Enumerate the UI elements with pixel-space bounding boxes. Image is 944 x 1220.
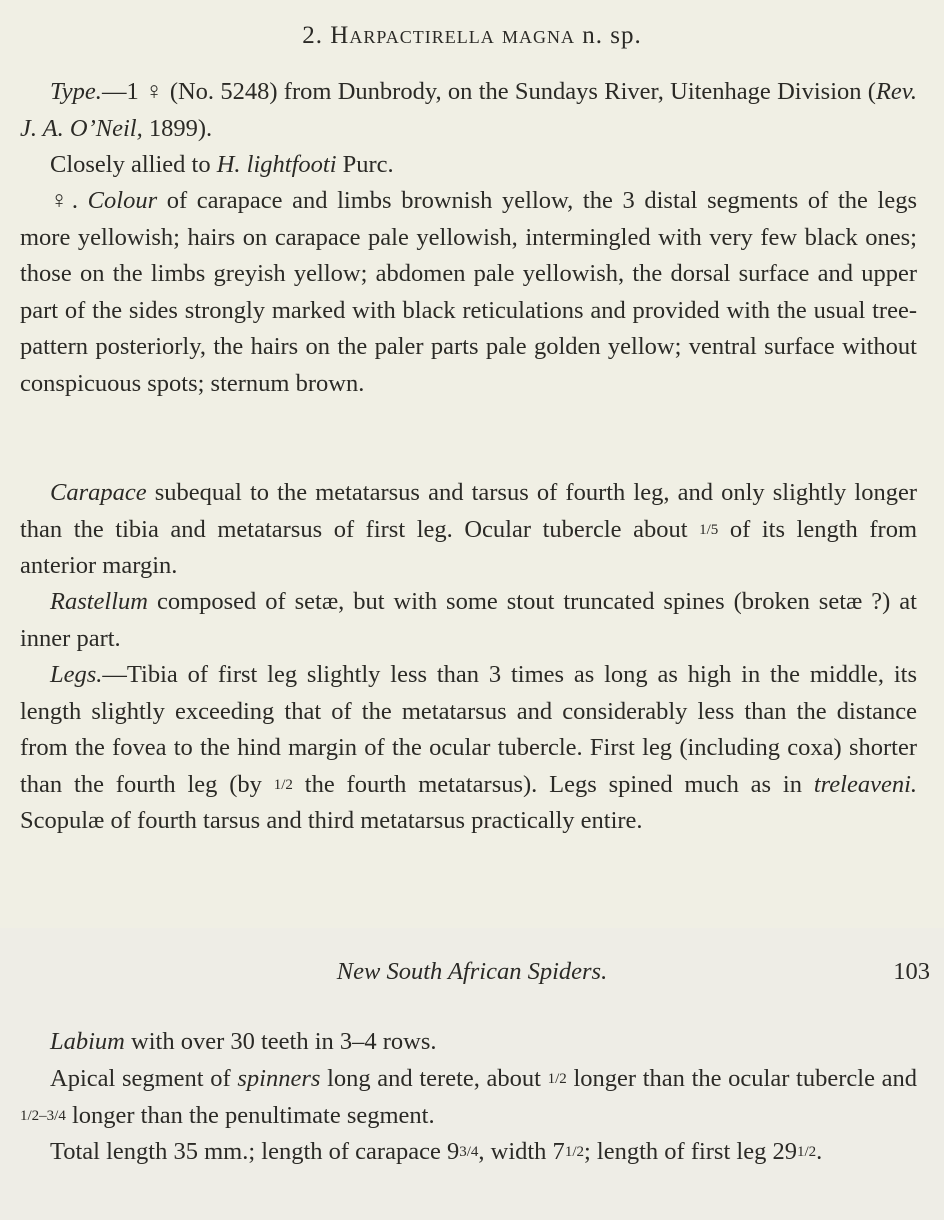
spinners-label: spinners: [237, 1065, 321, 1092]
carapace-text-end: of its length from anterior margin.: [20, 515, 918, 579]
rastellum-paragraph: [20, 584, 917, 657]
legs-text-mid: the fourth metatarsus). Legs spined much as in: [292, 770, 814, 798]
total-length-paragraph: [20, 1134, 917, 1171]
carapace-fraction: 1/5: [699, 521, 719, 538]
colour-paragraph: [20, 183, 917, 402]
heading-number: 2.: [302, 22, 324, 49]
labium-label: Labium: [50, 1028, 125, 1055]
total-text-3: ; length of first leg 29: [583, 1138, 797, 1165]
carapace-text: subequal to the metatarsus and tarsus of fourth leg, and only slightly longer than the tibia and metatarsus of first leg. Ocular tubercle about: [20, 479, 917, 543]
type-text: —1 ♀ (No. 5248) from Dunbrody, on the Sundays River, Uitenhage Division (: [101, 78, 876, 105]
heading-suffix: n. sp.: [582, 22, 642, 49]
legs-paragraph: [20, 657, 917, 840]
spinners-fraction-2: 1/2–3/4: [20, 1107, 66, 1124]
running-head-title: New South African Spiders.: [336, 958, 608, 985]
legs-species: treleaveni.: [813, 770, 917, 798]
legs-text: —Tibia of first leg slightly less than 3 times as long as high in the middle, its length slightly exceeding that of the metatarsus and considerably less than the distance from the fovea to the hind margin of the ocular tubercle. First leg (including coxa) shorter than the fourth leg (by: [20, 661, 917, 798]
spinners-text-3: longer than the ocular tubercle and: [566, 1065, 917, 1092]
total-text-2: , width 7: [478, 1138, 565, 1165]
colour-label: Colour: [87, 187, 158, 214]
spinners-text: Apical segment of: [50, 1065, 238, 1092]
spinners-fraction-1: 1/2: [547, 1071, 567, 1087]
allied-text: Closely allied to: [50, 151, 217, 178]
species-heading: [0, 22, 944, 50]
legs-text-end: Scopulæ of fourth tarsus and third metatarsus practically entire.: [20, 807, 643, 834]
total-fraction-3: 1/2: [796, 1144, 817, 1160]
total-fraction-1: 3/4: [459, 1144, 479, 1160]
heading-species: magna: [501, 22, 575, 49]
page-number: 103: [893, 958, 930, 985]
allied-species: H. lightfooti: [216, 151, 337, 178]
running-head: [0, 958, 944, 992]
rastellum-text: composed of setæ, but with some stout truncated spines (broken setæ ?) at inner part.: [20, 588, 917, 652]
type-label: Type.: [50, 78, 102, 105]
type-paragraph: [20, 74, 917, 147]
allied-paragraph: [20, 147, 917, 184]
heading-genus: Harpactirella: [330, 22, 495, 49]
carapace-paragraph: [20, 475, 917, 585]
total-fraction-2: 1/2: [564, 1144, 584, 1160]
colour-text: of carapace and limbs brownish yellow, the 3 distal segments of the legs more yellowish; hairs on carapace pale yellowish, intermingled with very few black ones; those on the limbs greyish yellow; abdomen pale yellowish, the dorsal surface and upper part of the sides strongly marked with black reticulations and provided with the usual tree-pattern posteriorly, the hairs on the paler parts pale golden yellow; ventral surface without conspicuous spots; sternum brown.: [20, 187, 917, 397]
type-collector: Rev. J. A. O’Neil,: [20, 78, 917, 142]
carapace-label: Carapace: [50, 479, 147, 506]
type-text-end: 1899).: [142, 114, 213, 142]
spinners-text-2: long and terete, about: [320, 1065, 548, 1092]
legs-label: Legs.: [50, 661, 103, 688]
legs-fraction: 1/2: [273, 776, 293, 793]
spinners-paragraph: [20, 1061, 917, 1134]
labium-paragraph: [20, 1024, 917, 1061]
rastellum-label: Rastellum: [50, 588, 148, 615]
labium-text: with over 30 teeth in 3–4 rows.: [124, 1028, 437, 1055]
spinners-text-4: longer than the penultimate segment.: [65, 1101, 435, 1129]
allied-text-end: Purc.: [336, 151, 394, 178]
colour-sex: ♀.: [50, 187, 88, 214]
total-text: Total length 35 mm.; length of carapace 9: [50, 1138, 460, 1165]
total-text-4: .: [816, 1138, 823, 1165]
